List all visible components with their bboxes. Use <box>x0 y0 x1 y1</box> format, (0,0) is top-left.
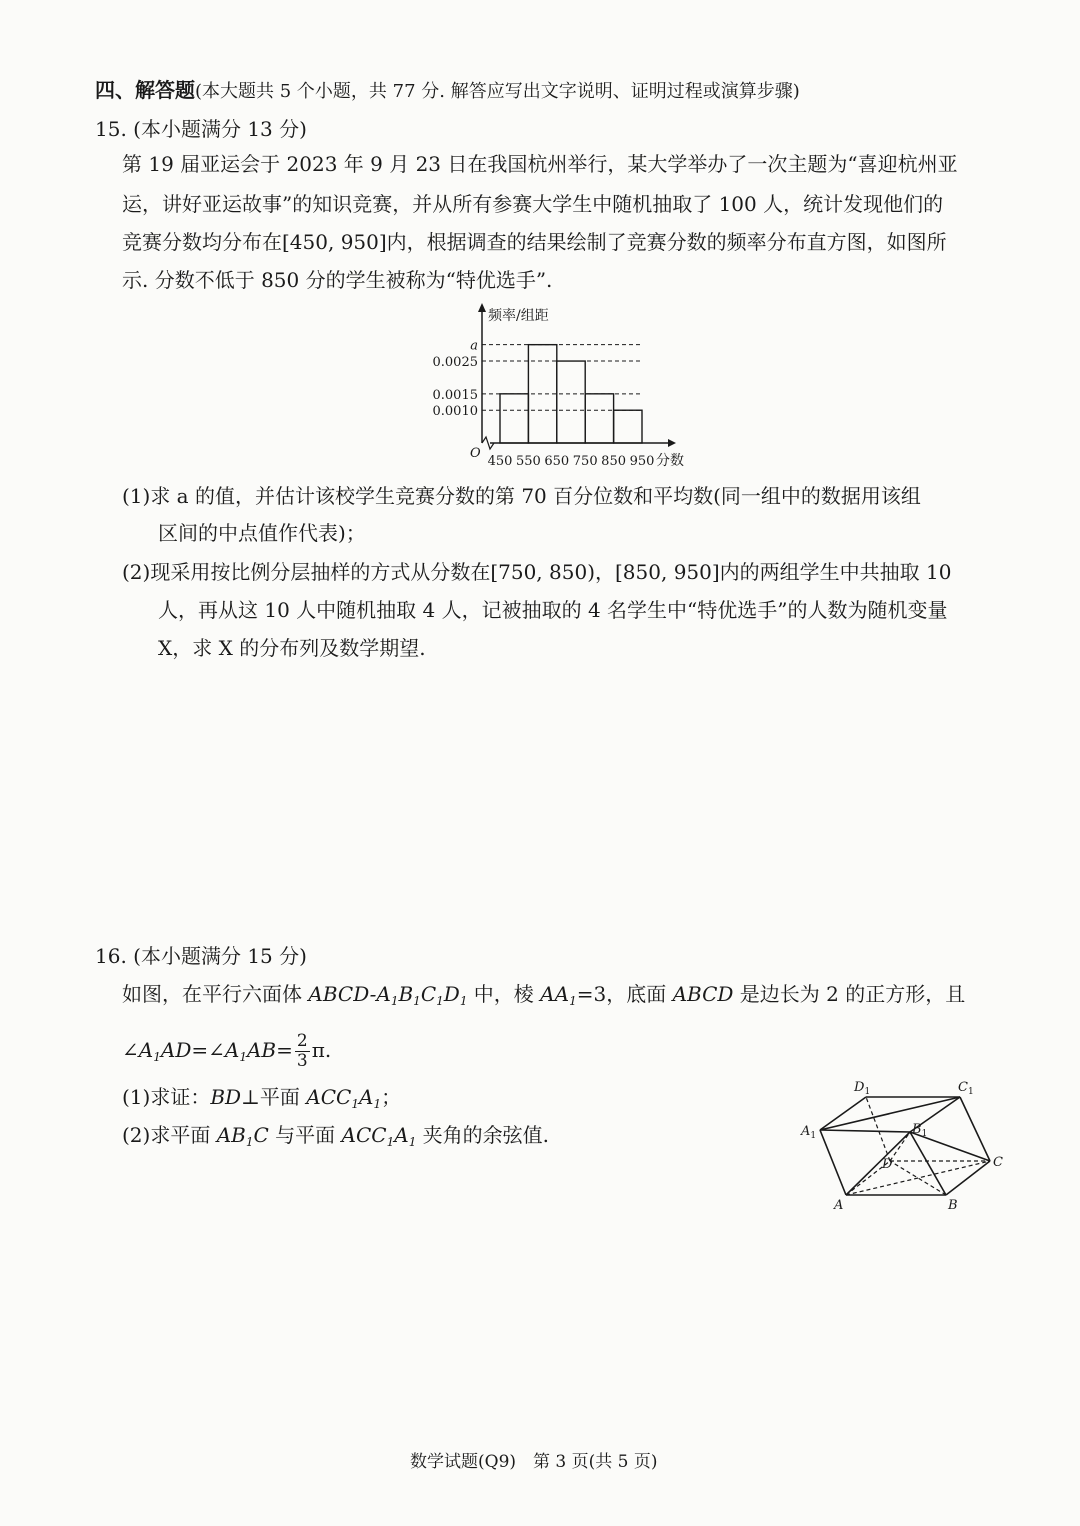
diag-a1-c1 <box>820 1097 960 1130</box>
y-axis-arrow <box>478 303 486 312</box>
edge-aa1: $AA_1$ <box>540 982 577 1008</box>
y-tick-label: 0.0025 <box>432 355 478 371</box>
x-tick-label: 850 <box>601 454 627 469</box>
label-d1: $D_1$ <box>854 1080 871 1097</box>
q16-text: 中，棱 <box>467 982 541 1006</box>
edge-b1-a1 <box>820 1130 910 1132</box>
q15-body-line: 第 19 届亚运会于 2023 年 9 月 23 日在我国杭州举行，某大学举办了一次主题为“喜迎杭州亚 <box>122 152 958 176</box>
y-axis-label: 频率/组距 <box>488 308 549 324</box>
label-a1: $A_1$ <box>801 1124 817 1141</box>
solid-name: ABCD-$A_1B_1C_1D_1$ <box>308 982 468 1008</box>
section-header <box>95 76 800 106</box>
q15-part2-line: X，求 X 的分布列及数学期望. <box>158 636 426 660</box>
hidden-d-d1 <box>866 1097 890 1161</box>
edge-a-a1 <box>820 1130 846 1195</box>
q16-part1: (1)求证：BD⊥平面 $ACC_1A_1$； <box>122 1085 402 1111</box>
frequency-histogram <box>420 300 720 472</box>
q16-text: 是边长为 2 的正方形，且 <box>733 982 966 1006</box>
y-tick-label: 0.0015 <box>432 387 478 403</box>
section-title: 四、解答题 <box>95 78 195 102</box>
label-b: B <box>948 1198 958 1213</box>
x-axis-arrow <box>668 439 676 447</box>
label-d: D <box>882 1157 893 1172</box>
histogram-bar <box>557 361 585 443</box>
label-a: A <box>834 1198 844 1213</box>
label-b1: $B_1$ <box>912 1122 928 1139</box>
histogram-bar <box>614 410 642 443</box>
x-tick-label: 550 <box>515 454 541 469</box>
x-tick-label: 750 <box>572 454 598 469</box>
q16-part2: (2)求平面 $AB_1C$ 与平面 $ACC_1A_1$ 夹角的余弦值. <box>122 1123 550 1149</box>
y-tick-label: a <box>470 338 478 354</box>
base-abcd: ABCD <box>672 982 734 1006</box>
histogram-bar <box>585 394 613 443</box>
hidden-d-b1 <box>890 1132 910 1161</box>
page-footer: 数学试题(Q9) 第 3 页(共 5 页) <box>410 1452 658 1472</box>
x-tick-label: 650 <box>544 454 570 469</box>
q15-part1-line: 区间的中点值作代表)； <box>158 521 366 545</box>
q15-body-line: 竞赛分数均分布在[450, 950]内，根据调查的结果绘制了竞赛分数的频率分布直方图，如图所 <box>122 230 947 254</box>
q15-header: 15. (本小题满分 13 分) <box>95 117 307 141</box>
origin-label: O <box>470 446 481 461</box>
q15-body-line: 示. 分数不低于 850 分的学生被称为“特优选手”. <box>122 268 553 292</box>
edge-b-b1 <box>910 1132 946 1195</box>
q15-part2-line: 人，再从这 10 人中随机抽取 4 人，记被抽取的 4 名学生中“特优选手”的人数为随机变量 <box>158 598 948 622</box>
q16-text: =3，底面 <box>576 982 673 1006</box>
q15-part2-line: (2)现采用按比例分层抽样的方式从分数在[750, 850)，[850, 950]内的两组学生中共抽取 10 <box>122 560 952 584</box>
label-c: C <box>993 1155 1003 1170</box>
edge-b-c <box>946 1161 990 1195</box>
q15-body-line: 运，讲好亚运故事”的知识竞赛，并从所有参赛大学生中随机抽取了 100 人，统计发现他们的 <box>122 192 944 216</box>
label-c1: $C_1$ <box>958 1080 974 1097</box>
q16-angle-equation: $\angle A_1AD=\angle A_1AB=$ $\frac{2}{3}$ π. <box>122 1031 332 1071</box>
two-thirds-fraction: $\frac{2}{3}$ <box>296 1031 308 1071</box>
histogram-bar <box>500 394 528 443</box>
diag-a-b1 <box>846 1132 910 1195</box>
q16-text: 如图，在平行六面体 <box>122 982 309 1006</box>
section-note: (本大题共 5 个小题，共 77 分. 解答应写出文字说明、证明过程或演算步骤) <box>195 81 800 102</box>
q16-line1 <box>122 980 965 1011</box>
x-tick-label: 950 <box>629 454 655 469</box>
y-tick-label: 0.0010 <box>432 404 478 420</box>
x-axis-label: 分数 <box>656 453 684 469</box>
q16-header: 16. (本小题满分 15 分) <box>95 944 307 968</box>
q15-part1-line: (1)求 a 的值，并估计该校学生竞赛分数的第 70 百分位数和平均数(同一组中的数据用该组 <box>122 484 921 508</box>
x-tick-label: 450 <box>487 454 513 469</box>
parallelepiped-figure <box>798 1075 1028 1215</box>
